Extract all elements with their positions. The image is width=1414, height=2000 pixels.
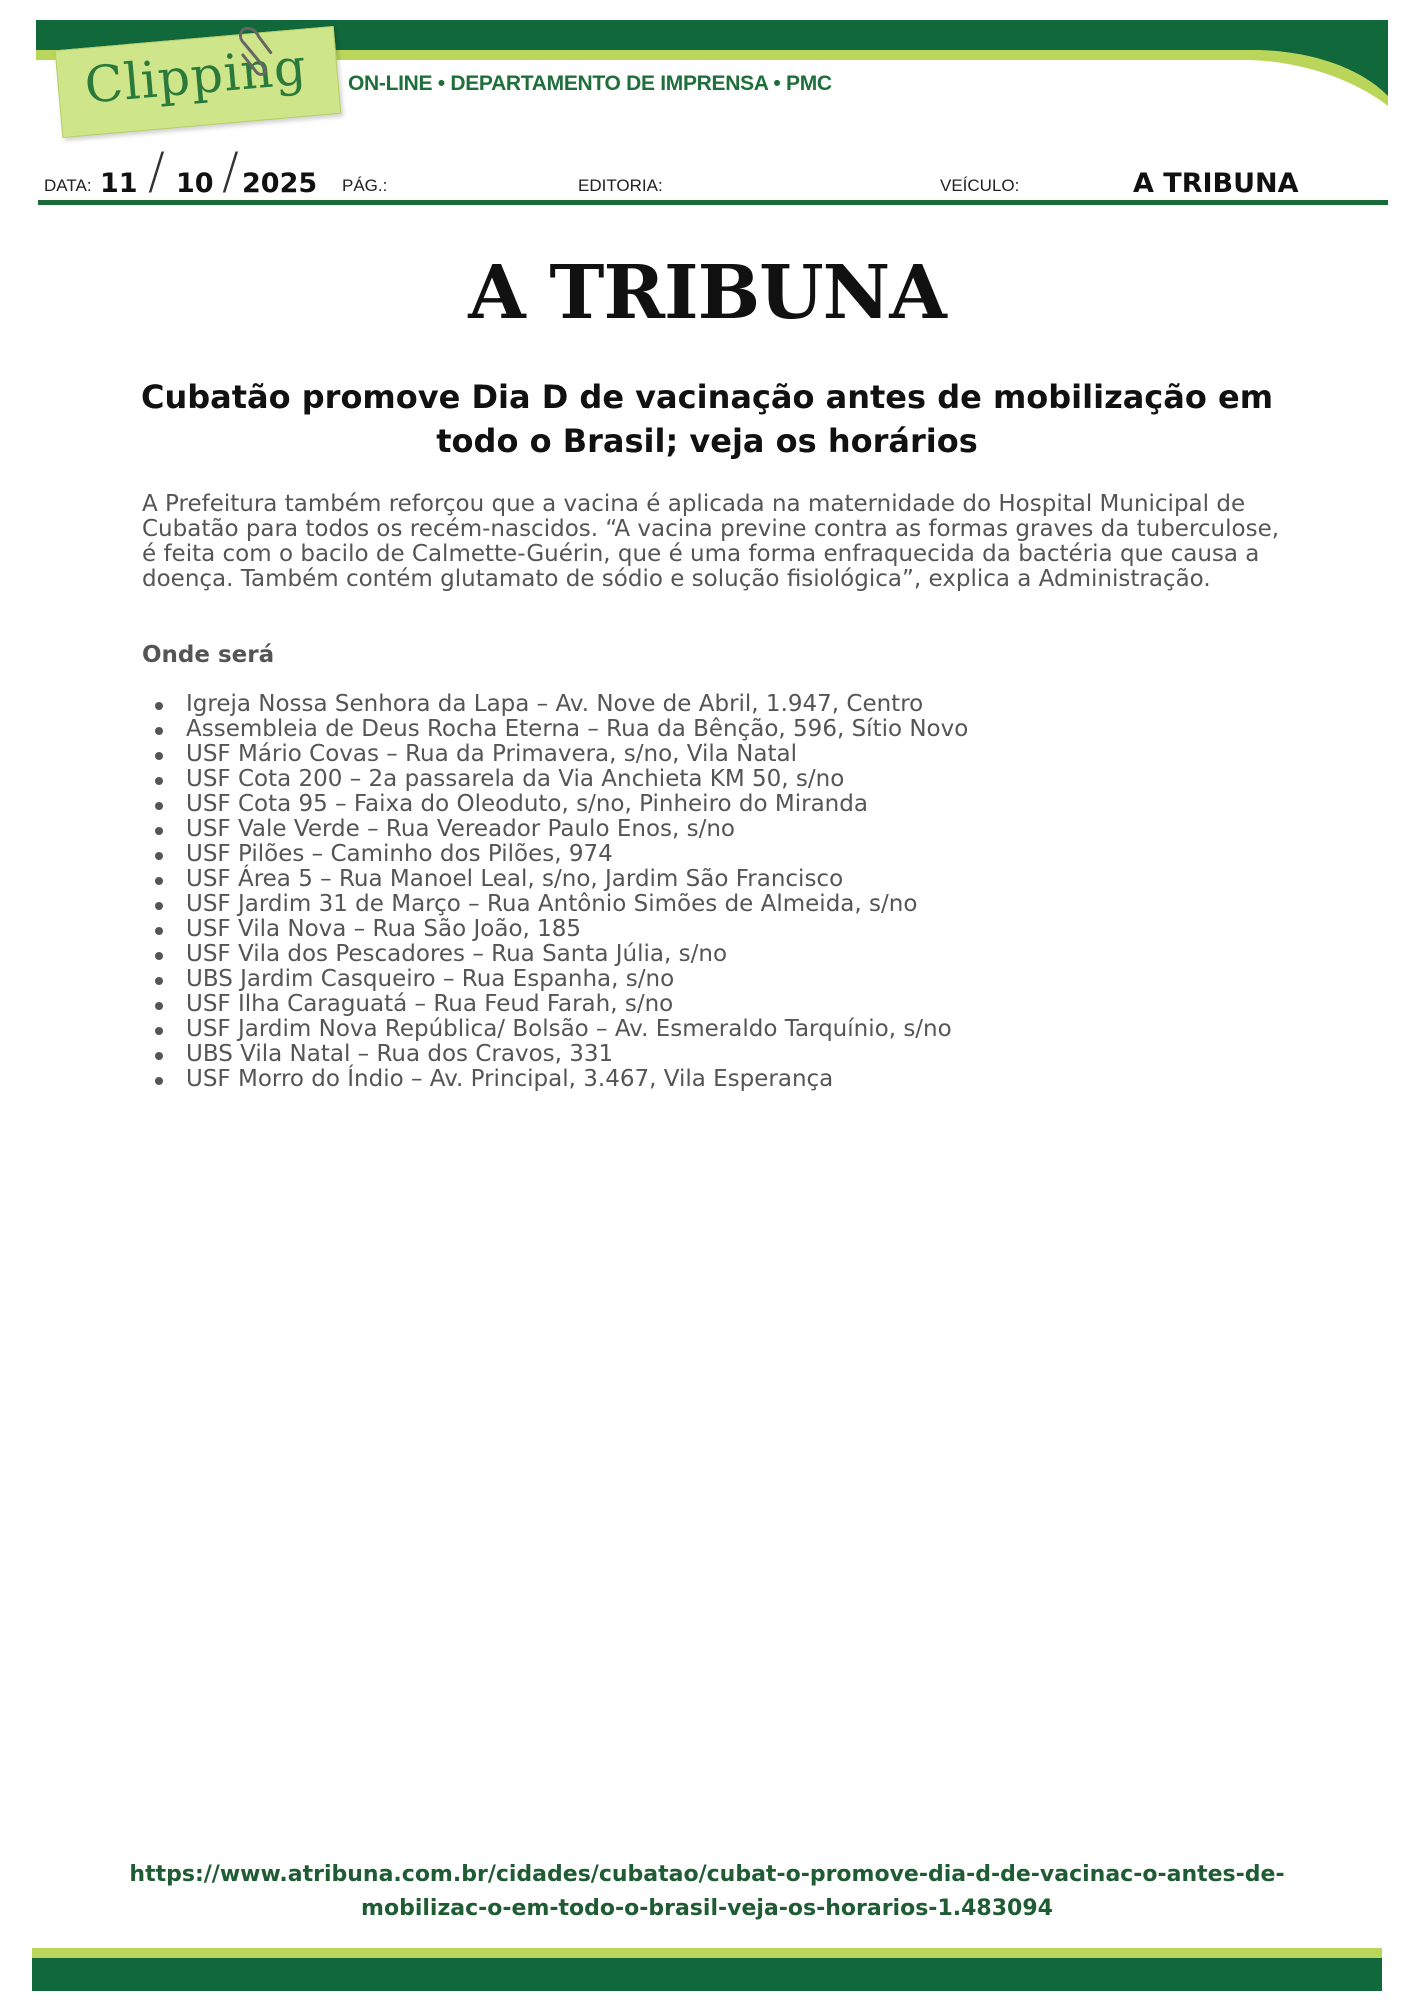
locations-section-title: Onde será: [142, 642, 275, 668]
list-item: Assembleia de Deus Rocha Eterna – Rua da Bênção, 596, Sítio Novo: [142, 717, 1242, 742]
list-item: USF Vila dos Pescadores – Rua Santa Júlia, s/no: [142, 942, 1242, 967]
locations-list: [142, 692, 1242, 1092]
date-year: 2025: [242, 168, 318, 199]
list-item: UBS Vila Natal – Rua dos Cravos, 331: [142, 1042, 1242, 1067]
list-item: USF Morro do Índio – Av. Principal, 3.467, Vila Esperança: [142, 1067, 1242, 1092]
vehicle-name: A TRIBUNA: [1133, 168, 1299, 199]
source-url[interactable]: [100, 1858, 1314, 1926]
list-item: UBS Jardim Casqueiro – Rua Espanha, s/no: [142, 967, 1242, 992]
paperclip-icon: [234, 22, 279, 85]
date-separator: /: [148, 142, 165, 200]
date-day: 11: [100, 168, 138, 199]
logo-text: Clipping: [82, 37, 310, 115]
newspaper-masthead: A TRIBUNA: [468, 250, 946, 336]
department-line: ON-LINE • DEPARTAMENTO DE IMPRENSA • PMC: [348, 72, 832, 95]
list-item: USF Jardim Nova República/ Bolsão – Av. Esmeraldo Tarquínio, s/no: [142, 1017, 1242, 1042]
source-url-line[interactable]: mobilizac-o-em-todo-o-brasil-veja-os-horarios-1.483094: [361, 1896, 1053, 1921]
date-separator: /: [222, 142, 239, 200]
article-headline: Cubatão promove Dia D de vacinação antes de mobilização em todo o Brasil; veja os horários: [140, 378, 1274, 460]
list-item: USF Vale Verde – Rua Vereador Paulo Enos, s/no: [142, 817, 1242, 842]
footer-stripe-light: [32, 1948, 1382, 1958]
section-label: EDITORIA:: [578, 176, 663, 195]
list-item: USF Cota 200 – 2a passarela da Via Anchieta KM 50, s/no: [142, 767, 1242, 792]
list-item: Igreja Nossa Senhora da Lapa – Av. Nove de Abril, 1.947, Centro: [142, 692, 1242, 717]
article-lead-paragraph: A Prefeitura também reforçou que a vacina é aplicada na maternidade do Hospital Municipal de Cubatão para todos os recém-nascidos. “A vacina previne contra as formas graves da tuberculose, é feita com o bacilo de Calmette-Guérin, que é uma forma enfraquecida da bactéria que causa a doença. Também contém glutamato de sódio e solução fisiológica”, explica a Administração.: [142, 491, 1280, 592]
meta-divider: [38, 200, 1388, 205]
list-item: USF Mário Covas – Rua da Primavera, s/no, Vila Natal: [142, 742, 1242, 767]
page-label: PÁG.:: [342, 176, 388, 195]
date-month: 10: [176, 168, 214, 199]
list-item: USF Pilões – Caminho dos Pilões, 974: [142, 842, 1242, 867]
list-item: USF Jardim 31 de Março – Rua Antônio Simões de Almeida, s/no: [142, 892, 1242, 917]
vehicle-label: VEÍCULO:: [940, 176, 1020, 195]
list-item: USF Cota 95 – Faixa do Oleoduto, s/no, Pinheiro do Miranda: [142, 792, 1242, 817]
list-item: USF Ilha Caraguatá – Rua Feud Farah, s/no: [142, 992, 1242, 1017]
list-item: USF Área 5 – Rua Manoel Leal, s/no, Jardim São Francisco: [142, 867, 1242, 892]
footer-stripe-dark: [32, 1958, 1382, 1991]
source-url-line[interactable]: https://www.atribuna.com.br/cidades/cubatao/cubat-o-promove-dia-d-de-vacinac-o-antes-de-: [129, 1862, 1285, 1887]
list-item: USF Vila Nova – Rua São João, 185: [142, 917, 1242, 942]
date-label: DATA:: [44, 176, 92, 195]
